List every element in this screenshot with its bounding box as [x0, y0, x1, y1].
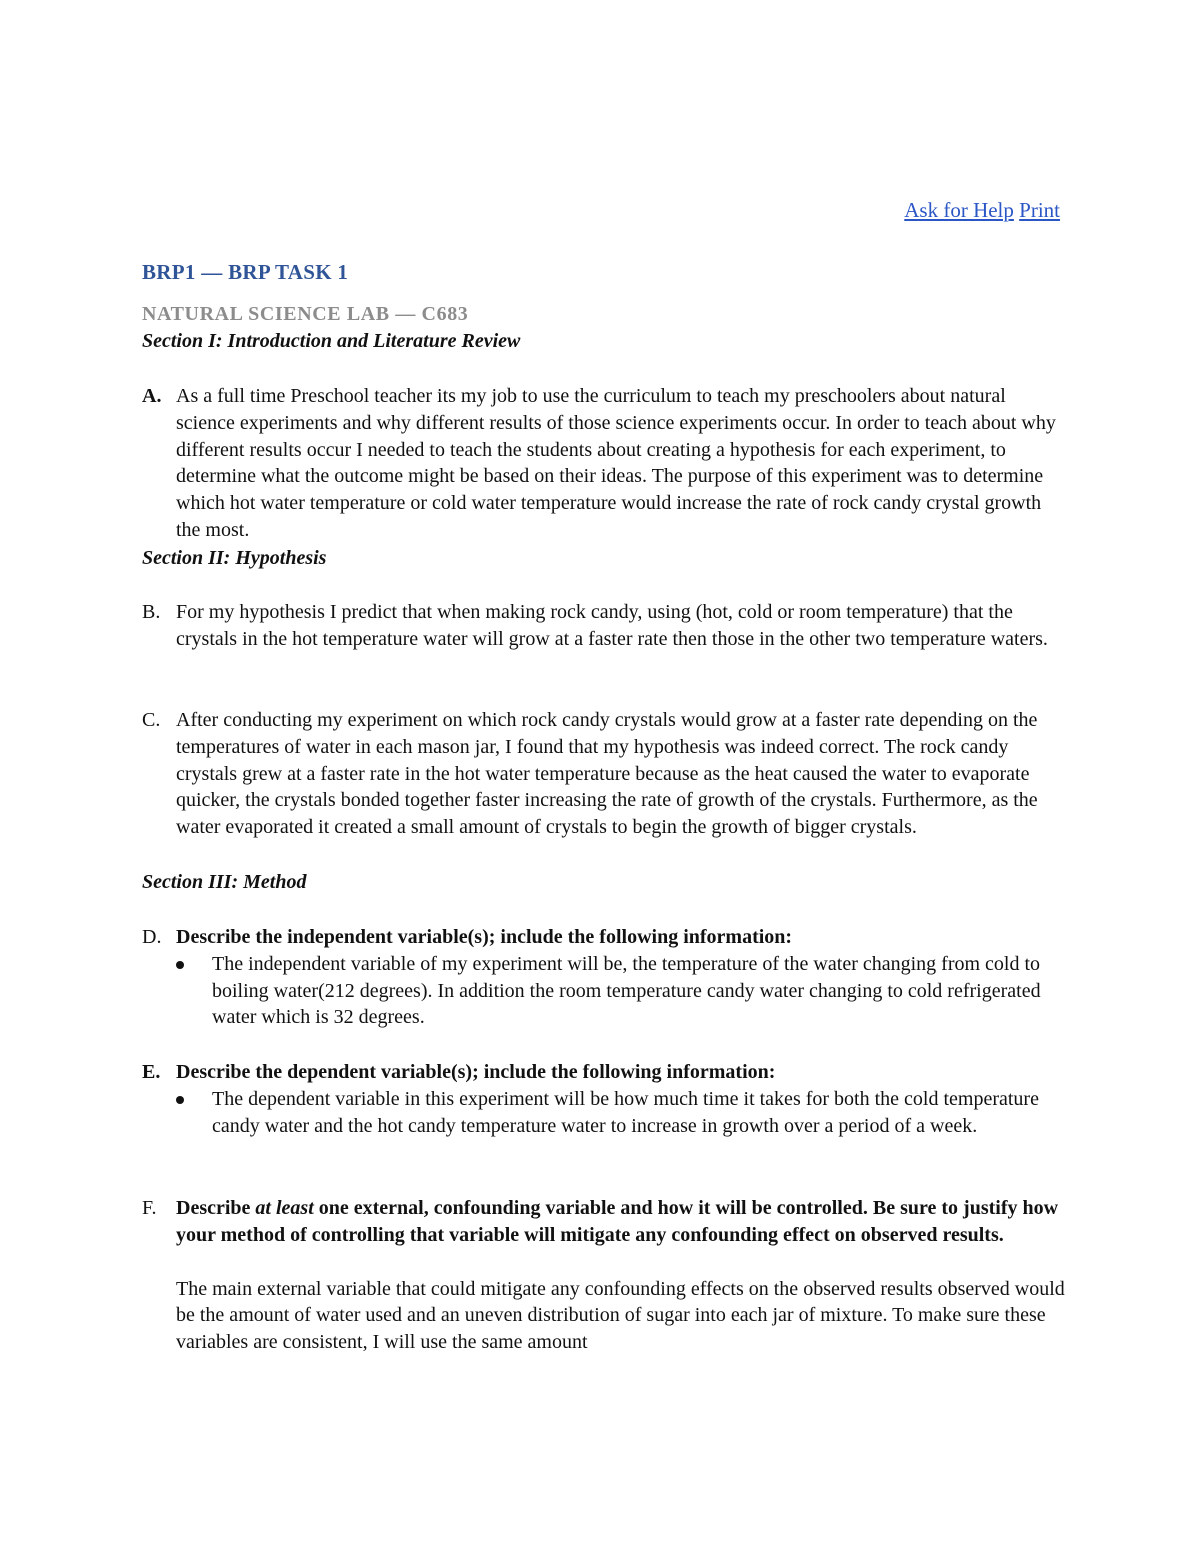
item-letter: A.	[142, 385, 162, 407]
item-question	[176, 1195, 1067, 1249]
item-text: For my hypothesis I predict that when making rock candy, using (hot, cold or room temperature) that the crystals in the hot temperature water will grow at a faster rate then those in the other two temperature waters.	[176, 601, 1048, 650]
item-text: As a full time Preschool teacher its my job to use the curriculum to teach my preschoolers about natural science experiments and why different results of those science experiments occur. In order to teach about why different results occur I needed to teach the students about creating a hypothesis for each experiment, to determine what the outcome might be based on their ideas. The purpose of this experiment was to determine which hot water temperature or cold water temperature would increase the rate of rock candy crystal growth the most.	[176, 385, 1056, 541]
item-letter: B.	[142, 601, 161, 623]
question-part: one external, confounding variable and how it will be controlled. Be sure to justify how your method of controlling that variable will mitigate any confounding effect on observed results.	[176, 1197, 1059, 1246]
item-answer: The main external variable that could mitigate any confounding effects on the observed results observed would be the amount of water used and an uneven distribution of sugar into each jar of mixture. To make sure these variables are consistent, I will use the same amount	[176, 1277, 1065, 1354]
bullet-dot-icon	[176, 1096, 184, 1104]
item-b	[142, 599, 1067, 653]
print-link[interactable]: Print	[1019, 198, 1060, 222]
item-letter: E.	[142, 1061, 161, 1083]
item-letter: F.	[142, 1197, 157, 1219]
question-part: Describe	[176, 1197, 256, 1219]
header-links	[904, 196, 1060, 224]
document-subtitle: NATURAL SCIENCE LAB — C683	[142, 303, 469, 325]
bullet-dot-icon	[176, 961, 184, 969]
bullet-text: The independent variable of my experiment will be, the temperature of the water changing from cold to boiling water(212 degrees). In addition the room temperature candy water changing to cold refrigerated water which is 32 degrees.	[212, 952, 1041, 1029]
item-letter: D.	[142, 926, 162, 948]
section-heading-introduction: Section I: Introduction and Literature Review	[142, 330, 521, 352]
item-f	[142, 1195, 1067, 1356]
item-text: After conducting my experiment on which rock candy crystals would grow at a faster rate depending on the temperatures of water in each mason jar, I found that my hypothesis was indeed correct. The rock candy crystals grew at a faster rate in the hot water temperature because as the heat caused the water to evaporate quicker, the crystals bonded together faster increasing the rate of growth of the crystals. Furthermore, as the water evaporated it created a small amount of crystals to begin the growth of bigger crystals.	[176, 709, 1038, 839]
bullet-list	[176, 951, 1067, 1031]
bullet-text: The dependent variable in this experiment will be how much time it takes for both the cold temperature candy water and the hot candy temperature water to increase in growth over a period of a week.	[212, 1087, 1039, 1137]
item-letter: C.	[142, 709, 161, 731]
document-title: BRP1 — BRP TASK 1	[142, 260, 349, 284]
ask-for-help-link[interactable]: Ask for Help	[904, 198, 1014, 222]
bullet-item	[176, 951, 1067, 1031]
item-question: Describe the independent variable(s); include the following information:	[176, 926, 793, 948]
item-e	[142, 1059, 1067, 1139]
question-emphasis: at least	[255, 1197, 314, 1219]
section-heading-hypothesis: Section II: Hypothesis	[142, 547, 327, 569]
item-d	[142, 924, 1067, 1031]
item-c	[142, 707, 1067, 841]
item-a	[142, 383, 1067, 544]
bullet-item	[176, 1086, 1067, 1140]
bullet-list	[176, 1086, 1067, 1140]
item-question: Describe the dependent variable(s); include the following information:	[176, 1061, 776, 1083]
section-heading-method: Section III: Method	[142, 871, 307, 893]
